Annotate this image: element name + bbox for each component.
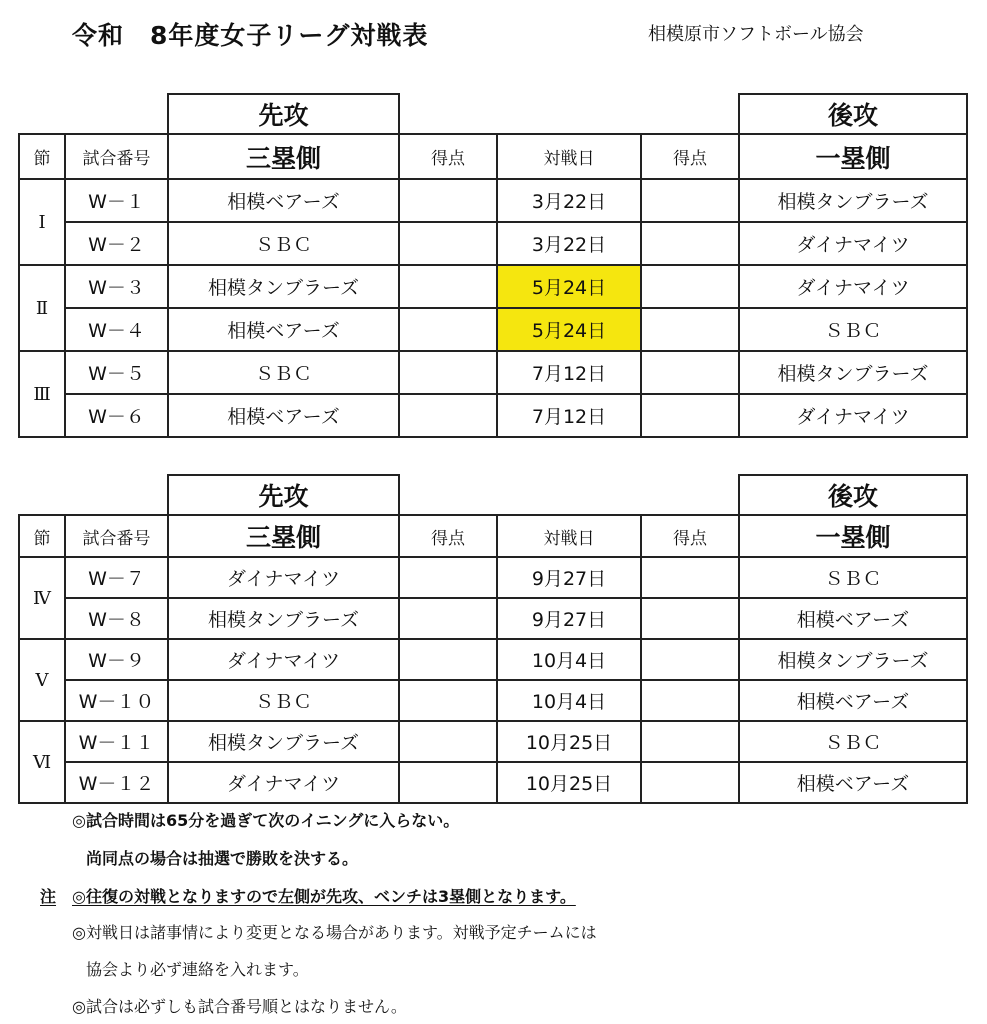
- home-team-cell: 相模ベアーズ: [168, 179, 399, 222]
- section-header: 節: [19, 134, 65, 179]
- table-row: [19, 308, 967, 351]
- game-number-cell: W－１０: [65, 680, 168, 721]
- game-number-cell: W－７: [65, 557, 168, 598]
- game-number-cell: W－１: [65, 179, 168, 222]
- schedule-table-first-half: [18, 93, 968, 438]
- section-label: Ⅵ: [19, 721, 65, 803]
- away-score-cell: [641, 598, 739, 639]
- away-score-cell: [641, 222, 739, 265]
- home-score-cell: [399, 680, 497, 721]
- table-row: [19, 721, 967, 762]
- away-team-cell: 相模ベアーズ: [739, 762, 967, 803]
- home-team-cell: ダイナマイツ: [168, 557, 399, 598]
- note-bench-side: ◎往復の対戦となりますので左側が先攻、ベンチは3塁側となります。: [72, 887, 576, 906]
- first-base-side-header: 一塁側: [739, 134, 967, 179]
- home-team-cell: 相模タンブラーズ: [168, 265, 399, 308]
- home-score-cell: [399, 557, 497, 598]
- away-team-cell: ＳＢＣ: [739, 308, 967, 351]
- away-team-cell: ダイナマイツ: [739, 394, 967, 437]
- match-date-cell: 9月27日: [497, 557, 641, 598]
- match-date-cell: 5月24日: [497, 265, 641, 308]
- section-label: Ⅲ: [19, 351, 65, 437]
- away-team-cell: 相模ベアーズ: [739, 680, 967, 721]
- game-number-cell: W－５: [65, 351, 168, 394]
- home-team-cell: 相模タンブラーズ: [168, 598, 399, 639]
- game-number-cell: W－１２: [65, 762, 168, 803]
- match-date-cell: 10月4日: [497, 639, 641, 680]
- away-score-cell: [641, 308, 739, 351]
- match-date-cell: 9月27日: [497, 598, 641, 639]
- match-date-cell: 3月22日: [497, 179, 641, 222]
- match-date-header: 対戦日: [497, 134, 641, 179]
- home-score-cell: [399, 394, 497, 437]
- home-score-cell: [399, 265, 497, 308]
- away-team-cell: 相模タンブラーズ: [739, 639, 967, 680]
- away-score-cell: [641, 721, 739, 762]
- game-number-cell: W－３: [65, 265, 168, 308]
- first-base-side-header: 一塁側: [739, 515, 967, 557]
- table-row: [19, 222, 967, 265]
- away-score-cell: [641, 680, 739, 721]
- match-date-cell: 5月24日: [497, 308, 641, 351]
- second-attack-header: 後攻: [739, 475, 967, 515]
- game-number-cell: W－１１: [65, 721, 168, 762]
- second-attack-header: 後攻: [739, 94, 967, 134]
- home-team-cell: ＳＢＣ: [168, 351, 399, 394]
- table-row: [19, 762, 967, 803]
- home-score-cell: [399, 308, 497, 351]
- away-score-cell: [641, 179, 739, 222]
- home-score-cell: [399, 351, 497, 394]
- away-score-cell: [641, 265, 739, 308]
- away-team-cell: ＳＢＣ: [739, 557, 967, 598]
- game-number-cell: W－８: [65, 598, 168, 639]
- score-header: 得点: [641, 134, 739, 179]
- home-team-cell: ＳＢＣ: [168, 222, 399, 265]
- away-team-cell: ＳＢＣ: [739, 721, 967, 762]
- game-number-cell: W－４: [65, 308, 168, 351]
- away-score-cell: [641, 639, 739, 680]
- table-row: [19, 680, 967, 721]
- home-score-cell: [399, 222, 497, 265]
- home-score-cell: [399, 598, 497, 639]
- first-attack-header: 先攻: [168, 475, 399, 515]
- away-score-cell: [641, 394, 739, 437]
- schedule-table-second-half: [18, 474, 968, 804]
- section-label: Ⅱ: [19, 265, 65, 351]
- table-row: [19, 598, 967, 639]
- page-title: 令和 8年度女子リーグ対戦表: [72, 21, 429, 50]
- home-team-cell: ＳＢＣ: [168, 680, 399, 721]
- game-number-cell: W－９: [65, 639, 168, 680]
- home-score-cell: [399, 721, 497, 762]
- table-row: [19, 351, 967, 394]
- match-date-cell: 10月4日: [497, 680, 641, 721]
- home-score-cell: [399, 179, 497, 222]
- away-team-cell: 相模タンブラーズ: [739, 351, 967, 394]
- away-score-cell: [641, 557, 739, 598]
- game-number-cell: W－６: [65, 394, 168, 437]
- home-team-cell: 相模タンブラーズ: [168, 721, 399, 762]
- score-header: 得点: [641, 515, 739, 557]
- game-number-cell: W－２: [65, 222, 168, 265]
- away-team-cell: ダイナマイツ: [739, 222, 967, 265]
- home-team-cell: 相模ベアーズ: [168, 394, 399, 437]
- section-label: Ⅳ: [19, 557, 65, 639]
- match-date-cell: 7月12日: [497, 351, 641, 394]
- section-label: Ⅰ: [19, 179, 65, 265]
- home-team-cell: ダイナマイツ: [168, 762, 399, 803]
- match-date-cell: 7月12日: [497, 394, 641, 437]
- table-row: [19, 557, 967, 598]
- note-contact: 協会より必ず連絡を入れます。: [86, 960, 309, 979]
- note-tie-rule: 尚同点の場合は抽選で勝敗を決する。: [86, 849, 359, 868]
- match-date-cell: 10月25日: [497, 721, 641, 762]
- home-score-cell: [399, 639, 497, 680]
- home-team-cell: 相模ベアーズ: [168, 308, 399, 351]
- home-score-cell: [399, 762, 497, 803]
- score-header: 得点: [399, 134, 497, 179]
- organization-name: 相模原市ソフトボール協会: [648, 24, 864, 45]
- note-mark: 注: [40, 887, 57, 906]
- away-team-cell: 相模ベアーズ: [739, 598, 967, 639]
- note-game-time: ◎試合時間は65分を過ぎて次のイニングに入らない。: [72, 811, 460, 830]
- note-game-order: ◎試合は必ずしも試合番号順とはなりません。: [72, 997, 407, 1016]
- match-date-cell: 3月22日: [497, 222, 641, 265]
- match-date-header: 対戦日: [497, 515, 641, 557]
- away-score-cell: [641, 351, 739, 394]
- score-header: 得点: [399, 515, 497, 557]
- first-attack-header: 先攻: [168, 94, 399, 134]
- table-row: [19, 179, 967, 222]
- away-team-cell: 相模タンブラーズ: [739, 179, 967, 222]
- section-header: 節: [19, 515, 65, 557]
- table-row: [19, 639, 967, 680]
- home-team-cell: ダイナマイツ: [168, 639, 399, 680]
- away-team-cell: ダイナマイツ: [739, 265, 967, 308]
- match-date-cell: 10月25日: [497, 762, 641, 803]
- third-base-side-header: 三塁側: [168, 134, 399, 179]
- away-score-cell: [641, 762, 739, 803]
- note-date-change: ◎対戦日は諸事情により変更となる場合があります。対戦予定チームには: [72, 923, 597, 942]
- table-row: [19, 265, 967, 308]
- table-row: [19, 394, 967, 437]
- section-label: Ⅴ: [19, 639, 65, 721]
- game-number-header: 試合番号: [65, 134, 168, 179]
- third-base-side-header: 三塁側: [168, 515, 399, 557]
- game-number-header: 試合番号: [65, 515, 168, 557]
